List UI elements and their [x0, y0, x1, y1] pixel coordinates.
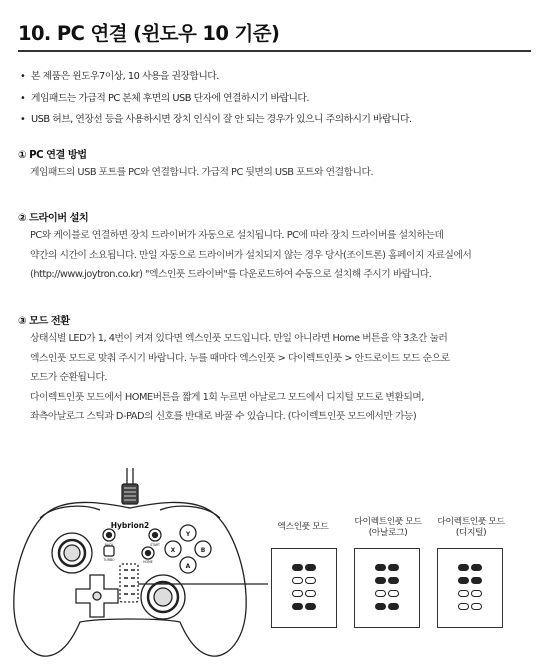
led-4-on: [292, 603, 303, 610]
led-2-off: [292, 577, 303, 584]
led-1-on: [375, 564, 386, 571]
notice-text: 게임패드는 가급적 PC 본체 후면의 USB 단자에 연결하시기 바랍니다.: [31, 92, 309, 104]
controller-brand-logo: Hybrion2: [110, 521, 150, 530]
section-line: 모드가 순환됩니다.: [30, 372, 107, 384]
mode-title: 다이렉트인풋 모드: [354, 517, 422, 527]
section-line: 상태식별 LED가 1, 4번이 켜져 있다면 엑스인풋 모드입니다. 만일 아니라면 Home 버튼을 약 3초간 눌러: [30, 333, 448, 344]
led-2-on: [388, 577, 399, 584]
section-line: 좌측아날로그 스틱과 D-PAD의 신호를 반대로 바꿀 수 있습니다. (다이렉트인풋 모드에서만 가능): [30, 411, 417, 423]
section-heading: ③ 모드 전환: [18, 316, 70, 327]
notice-list: [20, 66, 412, 131]
bullet-mark: •: [20, 114, 26, 125]
home-label: HOME: [143, 560, 153, 564]
section-line: 약간의 시간이 소요됩니다. 만일 자동으로 드라이버가 설치되지 않는 경우 당사(조이트론) 홈페이지 자료실에서: [30, 249, 472, 261]
led-4-off: [458, 603, 469, 610]
mode-label-dinput-analog: [348, 517, 428, 538]
led-box-dinput-analog: [354, 548, 420, 628]
led-box-xinput: [271, 548, 337, 628]
led-1-on: [305, 564, 316, 571]
section-line: (http://www.joytron.co.kr) "엑스인풋 드라이버"를 다운로드하여 수동으로 설치해 주시기 바랍니다.: [30, 269, 432, 281]
mode-label-dinput-digital: [431, 517, 511, 538]
back-label: BACK: [104, 543, 114, 547]
section-pc-connect: [18, 146, 373, 183]
led-4-on: [305, 603, 316, 610]
page-title: 10. PC 연결 (윈도우 10 기준): [18, 22, 280, 45]
section-line: 게임패드의 USB 포트를 PC와 연결합니다. 가급적 PC 뒷면의 USB 포트와 연결합니다.: [30, 167, 374, 178]
led-3-off: [471, 590, 482, 597]
section-line: 엑스인풋 모드로 맞춰 주시기 바랍니다. 누를 때마다 엑스인풋 > 다이렉트인풋 > 안드로이드 모드 순으로: [30, 352, 450, 364]
notice-text: 본 제품은 윈도우7이상, 10 사용을 권장합니다.: [31, 71, 219, 82]
led-2-on: [375, 577, 386, 584]
section-line: PC와 케이블로 연결하면 장치 드라이버가 자동으로 설치됩니다. PC에 따라 장치 드라이버를 설치하는데: [30, 230, 444, 241]
led-4-on: [375, 603, 386, 610]
led-4-on: [388, 603, 399, 610]
led-1-on: [471, 564, 482, 571]
title-divider: [18, 50, 531, 52]
led-2-off: [305, 577, 316, 584]
notice-text: USB 허브, 연장선 등을 사용하시면 장치 인식이 잘 안 되는 경우가 있으니 주의하시기 바랍니다.: [31, 114, 412, 125]
mode-diagram: [0, 460, 549, 667]
led-2-on: [458, 577, 469, 584]
face-button-x: X: [170, 547, 176, 554]
led-3-off: [305, 590, 316, 597]
section-heading: ② 드라이버 설치: [18, 213, 89, 224]
section-mode-switch: [18, 312, 450, 427]
section-line: 다이렉트인풋 모드에서 HOME버튼을 짧게 1회 누르면 아날로그 모드에서 디지털 모드로 변환되며,: [30, 391, 424, 403]
turbo-label: TURBO: [103, 558, 115, 562]
led-3-off: [292, 590, 303, 597]
mode-subtitle: (디지털): [455, 527, 487, 538]
led-1-on: [388, 564, 399, 571]
face-button-a: A: [185, 563, 191, 570]
bullet-mark: •: [20, 92, 26, 104]
face-button-b: B: [200, 547, 206, 554]
notice-item: [20, 66, 412, 88]
section-heading: ① PC 연결 방법: [18, 150, 87, 161]
led-1-on: [292, 564, 303, 571]
bullet-mark: •: [20, 71, 26, 82]
start-label: START: [150, 543, 160, 547]
notice-item: [20, 88, 412, 110]
mode-title: 다이렉트인풋 모드: [437, 517, 505, 527]
led-3-off: [388, 590, 399, 597]
mode-subtitle: (아날로그): [368, 527, 408, 538]
notice-item: [20, 109, 412, 131]
led-1-on: [458, 564, 469, 571]
led-4-off: [471, 603, 482, 610]
face-button-y: Y: [185, 531, 191, 538]
led-3-off: [458, 590, 469, 597]
led-2-on: [471, 577, 482, 584]
led-box-dinput-digital: [437, 548, 503, 628]
mode-title: 엑스인풋 모드: [277, 522, 329, 532]
led-3-off: [375, 590, 386, 597]
mode-label-xinput: [270, 522, 336, 533]
section-driver-install: [18, 209, 471, 285]
